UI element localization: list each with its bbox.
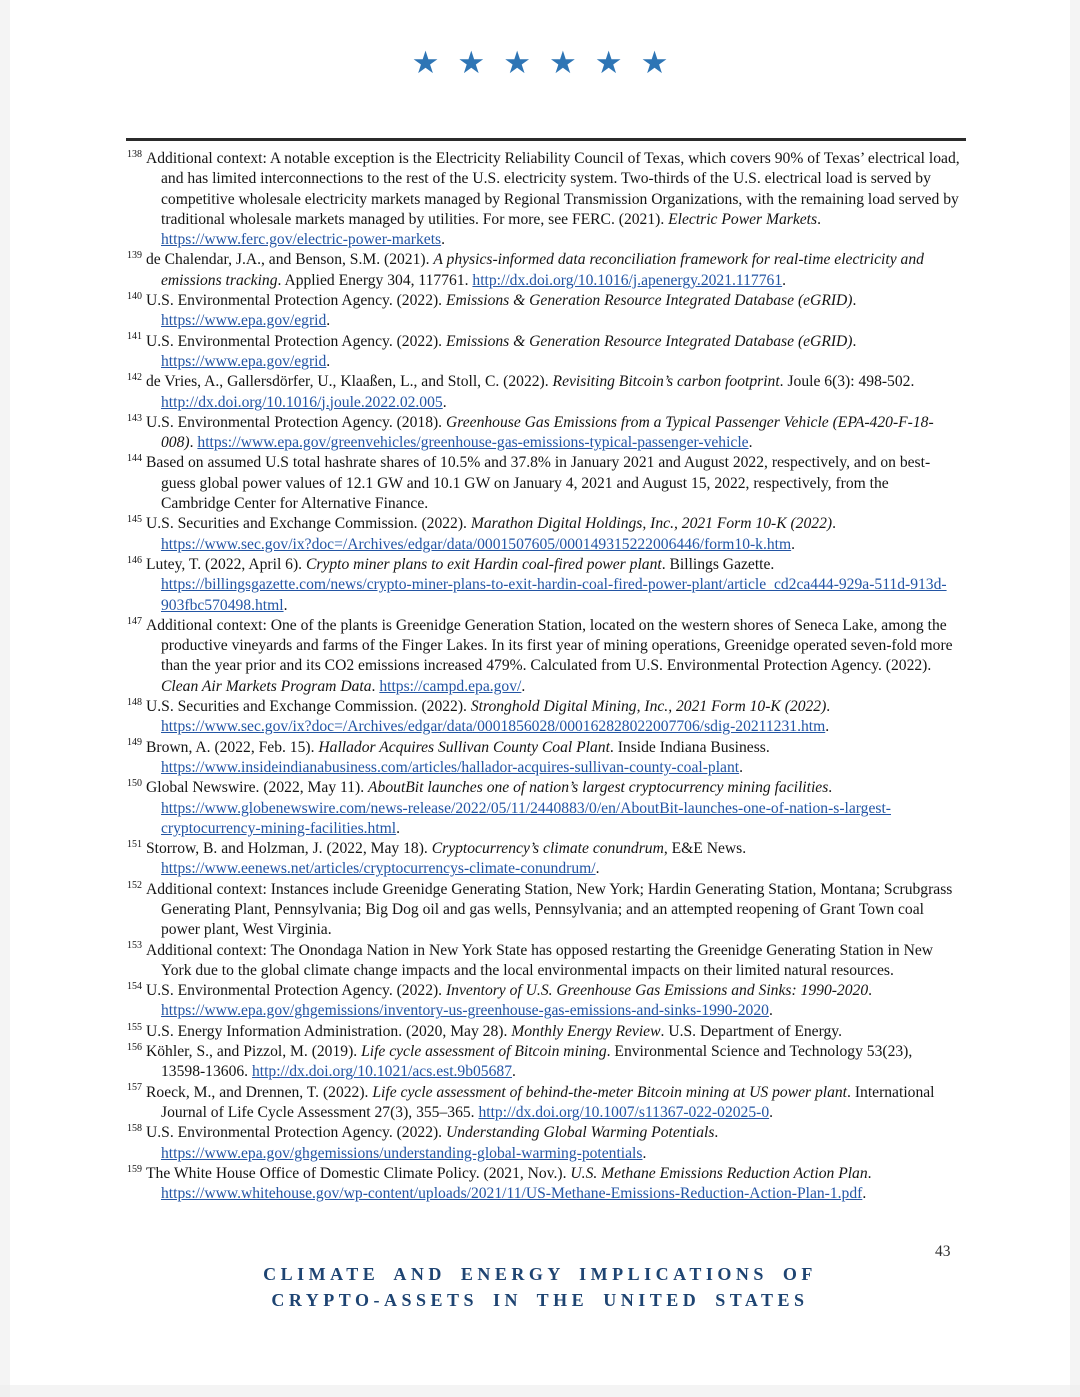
footnote-143	[127, 413, 960, 454]
star-icon: ★	[503, 45, 531, 80]
footnote-number: 152	[127, 879, 142, 891]
footnote-number: 138	[127, 148, 142, 160]
footnote-text: .	[769, 1103, 774, 1121]
footnote-text: . Inside Indiana Business.	[609, 738, 770, 756]
footnote-text: .	[825, 718, 830, 736]
footnote-number: 156	[127, 1041, 142, 1053]
footnote-title-italic: Revisiting Bitcoin’s carbon footprint	[552, 373, 780, 391]
footnote-text: U.S. Securities and Exchange Commission. (2022).	[146, 515, 471, 533]
footnote-number: 140	[127, 290, 142, 302]
footnote-text: .	[791, 535, 796, 553]
footnote-link[interactable]: https://www.sec.gov/ix?doc=/Archives/edgar/data/0001856028/000162828022007706/sdig-20211231.htm	[161, 718, 826, 736]
footnote-text: .	[826, 698, 831, 716]
footnote-147	[127, 616, 960, 697]
footnote-154	[127, 981, 960, 1022]
footnote-link[interactable]: https://www.epa.gov/greenvehicles/greenhouse-gas-emissions-typical-passenger-vehicle	[197, 434, 749, 452]
footnote-title-italic: Clean Air Markets Program Data	[161, 677, 372, 695]
footnote-text: U.S. Environmental Protection Agency. (2022).	[146, 292, 446, 310]
footnote-text: U.S. Environmental Protection Agency. (2022).	[146, 982, 446, 1000]
footnote-text: .	[748, 434, 753, 452]
footnote-title-italic: Greenhouse Gas Emissions from a Typical Passenger Vehicle (EPA-420-F-18-008)	[161, 413, 934, 452]
star-icon: ★	[411, 45, 440, 80]
footnote-title-italic: Stronghold Digital Mining, Inc., 2021 Form 10-K (2022)	[470, 698, 827, 716]
footnote-text: .	[371, 677, 380, 695]
footnote-text: .	[642, 1144, 647, 1162]
footnote-text: . Applied Energy 304, 117761.	[277, 271, 473, 289]
footnote-text: .	[326, 312, 331, 330]
footnote-link[interactable]: https://www.epa.gov/egrid	[161, 312, 327, 330]
footnote-text: .	[441, 231, 446, 249]
footnote-149	[127, 738, 960, 779]
footnote-link[interactable]: http://dx.doi.org/10.1016/j.apenergy.2021.117761	[472, 271, 783, 289]
star-icon: ★	[640, 45, 669, 80]
footnote-title-italic: Life cycle assessment of behind-the-meter Bitcoin mining at US power plant	[372, 1083, 848, 1101]
footnote-153	[127, 941, 960, 982]
footnote-text: Additional context: A notable exception is the Electricity Reliability Council of Texas, which covers 90% of Texas’ electrical load, and has limited interconnections to the rest of the U.S. electricity system. Two-thirds of the U.S. electrical load is served by competitive wholesale electricity markets managed by Regional Transmission Organizations, with the remaining load served by traditional wholesale markets managed by utilities. For more, see FERC. (2021).	[146, 150, 960, 228]
footnote-156	[127, 1042, 960, 1083]
footnote-number: 141	[127, 331, 142, 343]
footnote-text: Additional context: Instances include Greenidge Generating Station, New York; Hardin Generating Station, Montana; Scrubgrass Generating Plant, Pennsylvania; Big Dog oil and gas wells, Pennsylvania; and an attempted reopening of Grant Town coal power plant, West Virginia.	[146, 880, 953, 939]
footnote-146	[127, 555, 960, 616]
report-footer	[0, 1261, 1080, 1313]
footnote-text: The White House Office of Domestic Climate Policy. (2021, Nov.).	[146, 1164, 571, 1182]
footnote-text: .	[828, 779, 833, 797]
footnote-link[interactable]: http://dx.doi.org/10.1007/s11367-022-02025-0	[478, 1103, 770, 1121]
footnote-number: 155	[127, 1021, 142, 1033]
footnote-140	[127, 291, 960, 332]
footnote-link[interactable]: https://www.whitehouse.gov/wp-content/uploads/2021/11/US-Methane-Emissions-Reduction-Action-Plan-1.pdf	[161, 1185, 863, 1203]
footnote-link[interactable]: https://www.epa.gov/ghgemissions/inventory-us-greenhouse-gas-emissions-and-sinks-1990-2020	[161, 1002, 769, 1020]
footnote-text: Lutey, T. (2022, April 6).	[146, 555, 306, 573]
footnote-link[interactable]: https://www.eenews.net/articles/cryptocurrencys-climate-conundrum/	[161, 860, 596, 878]
footnote-text: U.S. Environmental Protection Agency. (2022).	[146, 332, 446, 350]
footnote-text: Brown, A. (2022, Feb. 15).	[146, 738, 319, 756]
footnote-text: . Environmental Science and Technology 53(23), 13598-13606.	[161, 1043, 913, 1081]
footnote-number: 142	[127, 372, 142, 384]
footnote-number: 147	[127, 615, 142, 627]
footnote-text: , E&E News.	[663, 840, 747, 858]
footnote-157	[127, 1083, 960, 1124]
footnote-155	[127, 1022, 960, 1042]
footnote-link[interactable]: http://dx.doi.org/10.1021/acs.est.9b05687	[251, 1063, 512, 1081]
footnote-148	[127, 697, 960, 738]
footnote-link[interactable]: https://www.epa.gov/ghgemissions/understanding-global-warming-potentials	[161, 1144, 643, 1162]
footnote-text: .	[442, 393, 447, 411]
footnote-158	[127, 1123, 960, 1164]
footnote-text: U.S. Energy Information Administration. (2020, May 28).	[146, 1022, 512, 1040]
footnote-text: U.S. Environmental Protection Agency. (2018).	[146, 413, 446, 431]
footnote-number: 157	[127, 1082, 142, 1094]
footnote-title-italic: AboutBit launches one of nation’s largest cryptocurrency mining facilities	[368, 779, 829, 797]
footnote-text: .	[739, 758, 743, 776]
footnote-number: 148	[127, 696, 142, 708]
footnote-text: . Billings Gazette.	[661, 555, 775, 573]
footnote-number: 146	[127, 554, 142, 566]
footnote-number: 144	[127, 453, 142, 465]
footnote-link[interactable]: https://www.insideindianabusiness.com/articles/hallador-acquires-sullivan-county-coal-plant	[161, 758, 740, 776]
footnotes-list	[127, 149, 960, 1204]
footnote-text: Global Newswire. (2022, May 11).	[146, 779, 369, 797]
footnote-text: . Joule 6(3): 498-502.	[779, 373, 915, 391]
footnote-number: 151	[127, 838, 142, 850]
footnote-text: .	[396, 819, 401, 837]
footnote-number: 153	[127, 940, 142, 952]
footnote-text: de Vries, A., Gallersdörfer, U., Klaaßen, L., and Stoll, C. (2022).	[146, 373, 553, 391]
footnote-152	[127, 880, 960, 941]
footnote-text: Additional context: The Onondaga Nation in New York State has opposed restarting the Greenidge Generating Station in New York due to the global climate change impacts and the local environmental impacts on their limited natural resources.	[146, 941, 934, 979]
footnote-title-italic: Inventory of U.S. Greenhouse Gas Emissions and Sinks: 1990-2020	[445, 982, 869, 1000]
footnote-number: 149	[127, 737, 142, 749]
footnote-title-italic: Marathon Digital Holdings, Inc., 2021 Form 10-K (2022)	[470, 515, 833, 533]
star-divider	[0, 46, 1080, 80]
footnote-number: 150	[127, 778, 142, 790]
scan-edge-left	[0, 0, 10, 1397]
footnote-title-italic: Cryptocurrency’s climate conundrum	[431, 840, 664, 858]
scan-edge-right	[1070, 0, 1080, 1397]
footnote-151	[127, 839, 960, 880]
footnote-link[interactable]: https://www.globenewswire.com/news-release/2022/05/11/2440883/0/en/AboutBit-launches-one-of-nation-s-largest-cryptocurrency-mining-facilities.html	[161, 799, 891, 837]
footnote-text: Based on assumed U.S total hashrate shares of 10.5% and 37.8% in January 2021 and August 2022, respectively, and on best-guess global power values of 12.1 GW and 10.1 GW on January 4, 2021 and August 15, 2022, respectively, from the Cambridge Center for Alternative Finance.	[146, 454, 931, 513]
star-icon: ★	[594, 45, 623, 80]
footnote-text: .	[868, 982, 873, 1000]
footnote-link[interactable]: https://campd.epa.gov/	[379, 677, 522, 695]
footnote-text: .	[283, 596, 288, 614]
footnote-title-italic: Hallador Acquires Sullivan County Coal Plant	[318, 738, 610, 756]
footnote-142	[127, 372, 960, 413]
footnote-150	[127, 778, 960, 839]
footnote-text: . International Journal of Life Cycle Assessment 27(3), 355–365.	[161, 1083, 935, 1121]
footnote-title-italic: U.S. Methane Emissions Reduction Action Plan	[570, 1164, 868, 1182]
footnote-title-italic: Emissions & Generation Resource Integrated Database (eGRID)	[445, 292, 853, 310]
footnote-number: 158	[127, 1123, 142, 1135]
footnote-144	[127, 453, 960, 514]
footnote-text: .	[852, 292, 857, 310]
footnote-text: .	[782, 271, 787, 289]
footnote-title-italic: A physics-informed data reconciliation framework for real-time electricity and emissions tracking	[161, 251, 924, 289]
footnote-link[interactable]: https://billingsgazette.com/news/crypto-miner-plans-to-exit-hardin-coal-fired-power-plant/article_cd2ca444-929a-511d-913d-903fbc570498.html	[161, 576, 947, 614]
footnote-139	[127, 250, 960, 291]
footnote-number: 154	[127, 980, 142, 992]
footnote-number: 159	[127, 1163, 142, 1175]
footer-title-line2: CRYPTO-ASSETS IN THE UNITED STATES	[271, 1290, 809, 1310]
footnote-separator-rule	[126, 138, 966, 141]
footnote-text: .	[512, 1063, 516, 1081]
footnote-title-italic: Electric Power Markets	[668, 210, 818, 228]
footnote-title-italic: Life cycle assessment of Bitcoin mining	[361, 1043, 607, 1061]
footnote-text: Roeck, M., and Drennen, T. (2022).	[146, 1083, 373, 1101]
footnote-title-italic: Crypto miner plans to exit Hardin coal-fired power plant	[305, 555, 662, 573]
footnote-138	[127, 149, 960, 250]
footnote-title-italic: Monthly Energy Review	[511, 1022, 661, 1040]
footnote-link[interactable]: https://www.epa.gov/egrid	[161, 352, 327, 370]
footnote-text: . U.S. Department of Energy.	[660, 1022, 842, 1040]
footnote-text: .	[852, 332, 857, 350]
footnote-number: 139	[127, 250, 142, 262]
footnote-text: .	[326, 352, 331, 370]
footnote-text: .	[867, 1164, 872, 1182]
scan-edge-bottom	[0, 1385, 1080, 1397]
footnote-text: .	[189, 434, 198, 452]
footnote-text: Storrow, B. and Holzman, J. (2022, May 18).	[146, 840, 432, 858]
footnote-text: U.S. Securities and Exchange Commission. (2022).	[146, 698, 471, 716]
footnote-text: .	[817, 210, 821, 228]
footnote-number: 143	[127, 412, 142, 424]
footnote-text: .	[521, 677, 526, 695]
footer-title-line1: CLIMATE AND ENERGY IMPLICATIONS OF	[263, 1264, 817, 1284]
footnote-link[interactable]: http://dx.doi.org/10.1016/j.joule.2022.02.005	[161, 393, 443, 411]
star-icon: ★	[457, 45, 486, 80]
footnote-link[interactable]: https://www.sec.gov/ix?doc=/Archives/edgar/data/0001507605/000149315222006446/form10-k.htm	[161, 535, 792, 553]
footnote-text: de Chalendar, J.A., and Benson, S.M. (2021).	[146, 251, 434, 269]
footnote-text: Köhler, S., and Pizzol, M. (2019).	[146, 1043, 362, 1061]
footnote-text: .	[595, 860, 600, 878]
footnote-link[interactable]: https://www.ferc.gov/electric-power-markets	[161, 231, 442, 249]
footnote-text: .	[862, 1185, 867, 1203]
footnote-text: .	[832, 515, 836, 533]
footnote-text: Additional context: One of the plants is Greenidge Generation Station, located on the western shores of Seneca Lake, among the productive vineyards and farms of the Finger Lakes. In its first year of mining operations, Greenidge operated seven-fold more than the year prior and its CO2 emissions increased 479%. Calculated from U.S. Environmental Protection Agency. (2022).	[146, 616, 953, 675]
footnote-title-italic: Understanding Global Warming Potentials	[445, 1124, 715, 1142]
footnote-text: U.S. Environmental Protection Agency. (2022).	[146, 1124, 446, 1142]
footnote-text: .	[714, 1124, 719, 1142]
page-number: 43	[935, 1243, 951, 1260]
footnote-number: 145	[127, 514, 142, 526]
footnote-145	[127, 514, 960, 555]
footnote-159	[127, 1164, 960, 1205]
footnote-141	[127, 332, 960, 373]
footnote-text: .	[768, 1002, 773, 1020]
star-icon: ★	[549, 45, 577, 80]
footnote-title-italic: Emissions & Generation Resource Integrated Database (eGRID)	[445, 332, 853, 350]
